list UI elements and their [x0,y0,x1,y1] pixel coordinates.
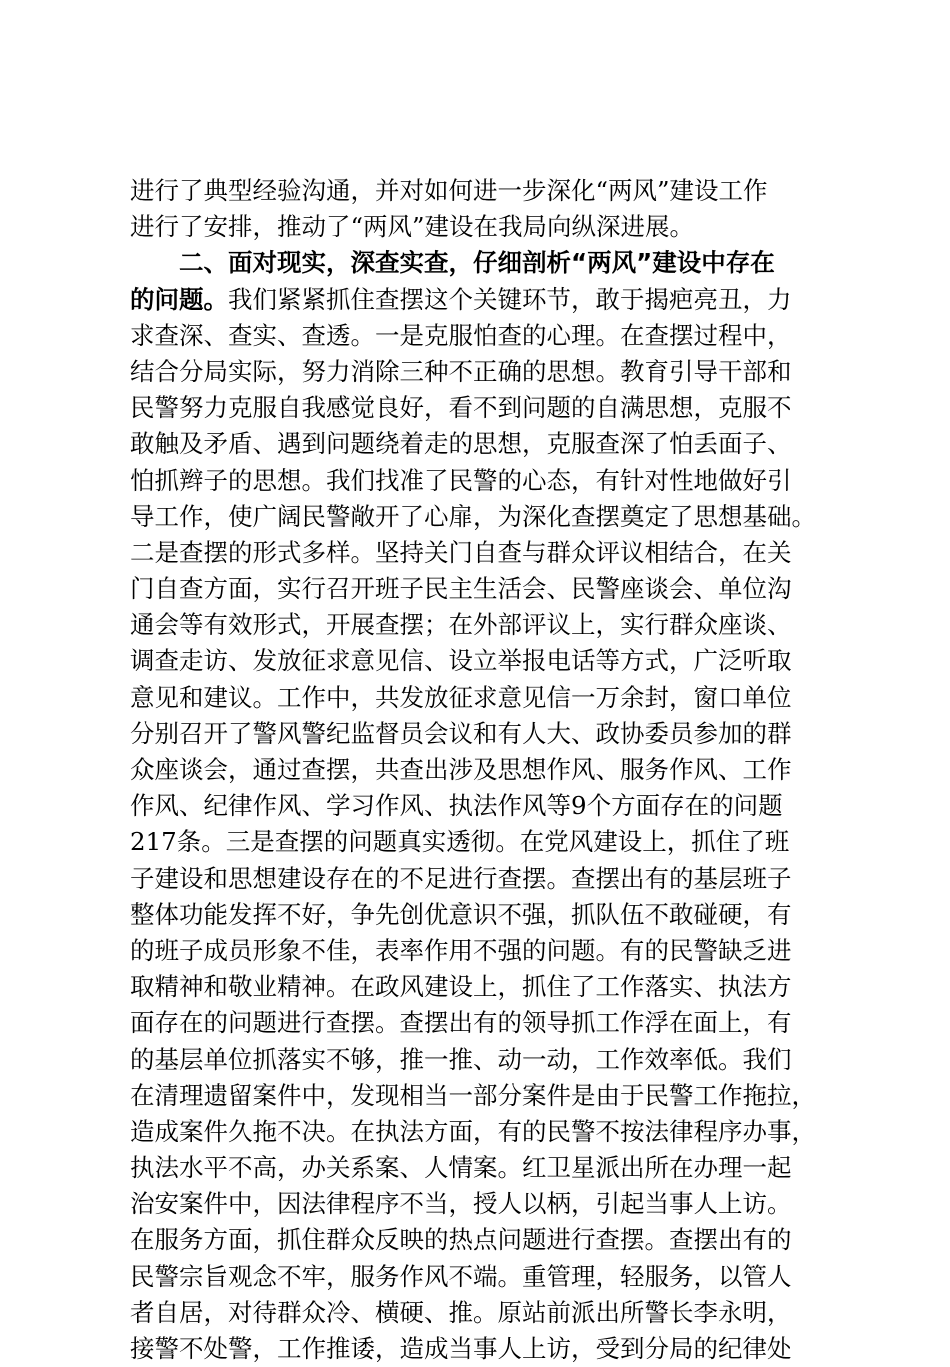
body-text [130,173,830,1367]
text-line: 意见和建议。工作中，共发放征求意见信一万余封，窗口单位 [130,682,792,712]
text-line: 求查深、查实、查透。一是克服怕查的心理。在查摆过程中， [130,320,792,350]
text-line: 的基层单位抓落实不够，推一推、动一动，工作效率低。我们 [130,1044,792,1074]
section-heading-text: 二、面对现实，深查实查，仔细剖析“两风”建设中存在 [179,248,775,278]
text-line: 整体功能发挥不好，争先创优意识不强，抓队伍不敢碰硬，有 [130,899,792,929]
text-line: 导工作，使广阔民警敞开了心扉，为深化查摆奠定了思想基础。 [130,501,816,531]
text-line: 作风、纪律作风、学习作风、执法作风等9个方面存在的问题 [130,791,783,821]
text-line: 治安案件中，因法律程序不当，授人以柄，引起当事人上访。 [130,1189,792,1219]
text-line: 217条。三是查摆的问题真实透彻。在党风建设上，抓住了班 [130,827,790,857]
text-line: 接警不处警，工作推诿，造成当事人上访，受到分局的纪律处 [130,1334,792,1363]
section-heading-text: 的问题。 [130,284,228,314]
text-line: 面存在的问题进行查摆。查摆出有的领导抓工作浮在面上，有 [130,1008,792,1038]
section-heading [130,245,830,281]
text-line: 在清理遗留案件中，发现相当一部分案件是由于民警工作拖拉， [130,1080,816,1110]
text-line: 进行了安排，推动了“两风”建设在我局向纵深进展。 [130,212,695,242]
text-line: 执法水平不高，办关系案、人情案。红卫星派出所在办理一起 [130,1153,792,1183]
text-line: 在服务方面，抓住群众反映的热点问题进行查摆。查摆出有的 [130,1225,792,1255]
text-line: 子建设和思想建设存在的不足进行查摆。查摆出有的基层班子 [130,863,792,893]
text-line: 民警宗旨观念不牢，服务作风不端。重管理，轻服务，以管人 [130,1261,792,1291]
text-line: 的班子成员形象不佳，表率作用不强的问题。有的民警缺乏进 [130,935,792,965]
text-line: 调查走访、发放征求意见信、设立举报电话等方式，广泛听取 [130,646,792,676]
text-line: 敢触及矛盾、遇到问题绕着走的思想，克服查深了怕丢面子、 [130,429,792,459]
text-line: 众座谈会，通过查摆，共查出涉及思想作风、服务作风、工作 [130,755,792,784]
paragraph-text: 我们紧紧抓住查摆这个关键环节，敢于揭疤亮丑，力 [228,284,792,314]
text-line: 结合分局实际，努力消除三种不正确的思想。教育引导干部和 [130,356,792,386]
text-line: 门自查方面，实行召开班子民主生活会、民警座谈会、单位沟 [130,574,792,604]
text-line: 造成案件久拖不决。在执法方面，有的民警不按法律程序办事， [130,1116,816,1146]
text-line: 二是查摆的形式多样。坚持关门自查与群众评议相结合，在关 [130,537,792,567]
text-line: 者自居，对待群众冷、横硬、推。原站前派出所警长李永明， [130,1297,792,1327]
text-line: 民警努力克服自我感觉良好，看不到问题的自满思想，克服不 [130,393,792,423]
text-line: 通会等有效形式，开展查摆；在外部评议上，实行群众座谈、 [130,610,792,640]
text-line: 分别召开了警风警纪监督员会议和有人大、政协委员参加的群 [130,718,792,748]
text-line: 取精神和敬业精神。在政风建设上，抓住了工作落实、执法方 [130,972,792,1002]
text-line: 进行了典型经验沟通，并对如何进一步深化“两风”建设工作 [130,176,768,205]
text-line [130,282,830,318]
text-line: 怕抓辫子的思想。我们找准了民警的心态，有针对性地做好引 [130,465,792,495]
